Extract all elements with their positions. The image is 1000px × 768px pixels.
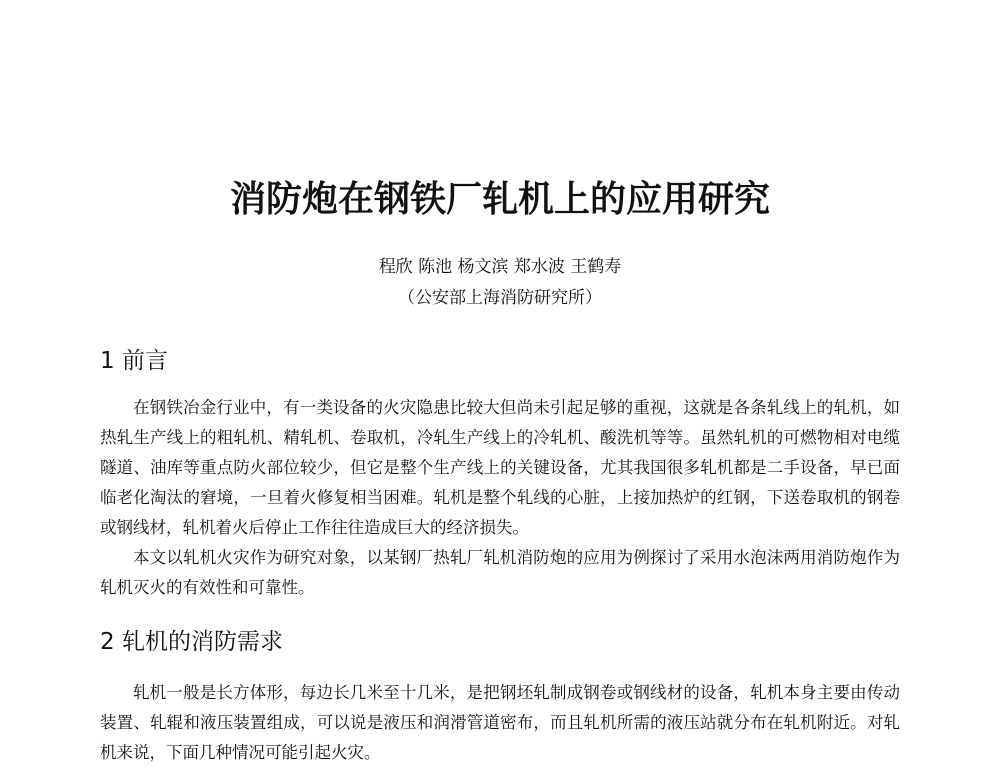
paragraph-fire-needs-1: 轧机一般是长方体形，每边长几米至十几米，是把钢坯轧制成钢卷或钢线材的设备，轧机本身主要由传动装置、轧辊和液压装置组成，可以说是液压和润滑管道密布，而且轧机所需的液压站就分布在轧机附近。对轧机来说，下面几种情况可能引起火灾。 — [100, 683, 900, 762]
paper-title: 消防炮在钢铁厂轧机上的应用研究 — [229, 178, 770, 220]
paper-affiliation: （公安部上海消防研究所） — [398, 288, 602, 308]
section-heading-fire-needs: 2 轧机的消防需求 — [100, 629, 283, 655]
section-heading-intro: 1 前言 — [100, 348, 168, 374]
paper-authors: 程欣 陈池 杨文滨 郑水波 王鹤寿 — [378, 257, 622, 277]
paragraph-intro-1: 在钢铁冶金行业中，有一类设备的火灾隐患比较大但尚未引起足够的重视，这就是各条轧线上的轧机，如热轧生产线上的粗轧机、精轧机、卷取机，冷轧生产线上的冷轧机、酸洗机等等。虽然轧机的可燃物相对电缆隧道、油库等重点防火部位较少，但它是整个生产线上的关键设备，尤其我国很多轧机都是二手设备，早已面临老化淘汰的窘境，一旦着火修复相当困难。轧机是整个轧线的心脏，上接加热炉的红钢，下送卷取机的钢卷或钢线材，轧机着火后停止工作往往造成巨大的经济损失。 — [100, 398, 900, 537]
paragraph-intro-2: 本文以轧机火灾作为研究对象，以某钢厂热轧厂轧机消防炮的应用为例探讨了采用水泡沫两用消防炮作为轧机灭火的有效性和可靠性。 — [100, 548, 900, 597]
